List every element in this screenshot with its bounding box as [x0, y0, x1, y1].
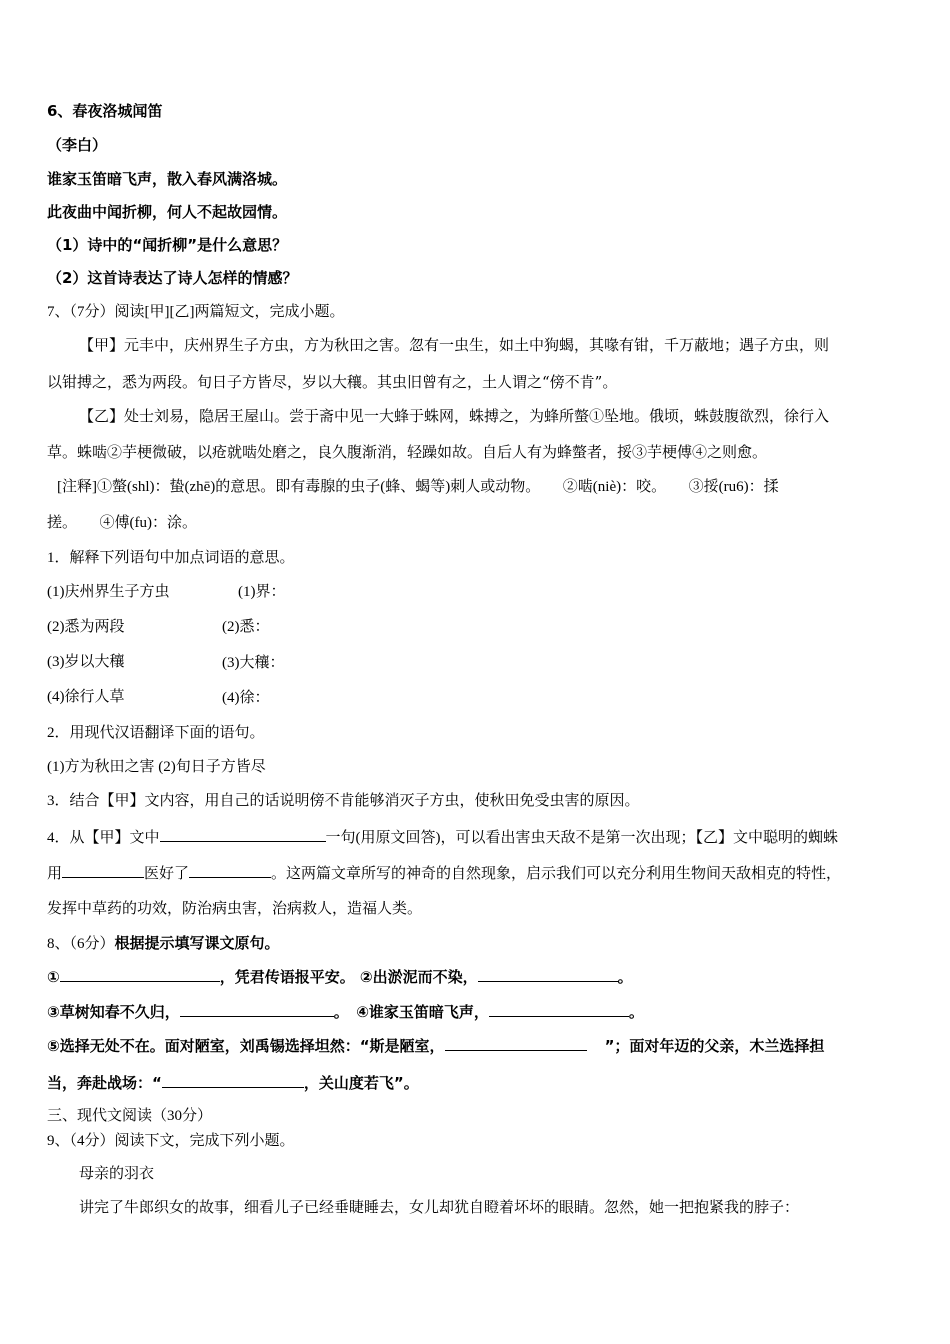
- q7-s1-ask-3: (3)大穰：: [222, 655, 285, 671]
- q7-note-line-2: 搓。 ④傅(fu)：涂。: [47, 515, 197, 531]
- q7-s4-text-b: 一句(用原文回答)，可以看出害虫天敌不是第一次出现；【乙】文中聪明的蜘蛛: [325, 830, 839, 846]
- q7-s1-phrase-3: (3)岁以大穰: [47, 654, 125, 670]
- q6-poem-line-2: 此夜曲中闻折柳，何人不起故园情。: [47, 203, 288, 221]
- q7-s1-phrase-4: (4)徐行人草: [47, 689, 125, 705]
- q7-s1-ask-1: (1)界：: [238, 584, 286, 600]
- answer-blank[interactable]: [160, 826, 326, 842]
- q6-author: （李白）: [47, 136, 108, 154]
- q7-s2-title: 2．用现代汉语翻译下面的语句。: [47, 725, 265, 741]
- q8-l3-a: ⑤选择无处不在。面对陋室，刘禹锡选择坦然：“斯是陋室，: [47, 1037, 445, 1055]
- answer-blank[interactable]: [162, 1072, 304, 1088]
- q8-line-4: [47, 1072, 419, 1093]
- answer-blank[interactable]: [62, 862, 144, 878]
- q8-l3-b: ”；面对年迈的父亲，木兰选择担: [604, 1037, 825, 1055]
- q8-header-text: 根据提示填写课文原句。: [114, 934, 280, 952]
- answer-blank[interactable]: [478, 966, 618, 982]
- q8-l1-b: ，凭君传语报平安。 ②出淤泥而不染，: [219, 968, 478, 986]
- q7-jia-line-1: 【甲】元丰中，庆州界生子方虫，方为秋田之害。忽有一虫生，如土中狗蝎，其喙有钳，千万蔽地；遇子方虫，则: [79, 336, 830, 354]
- q7-s1-phrase-1: (1)庆州界生子方虫: [47, 584, 170, 600]
- q6-subquestion-1: （1）诗中的“闻折柳”是什么意思？: [47, 236, 288, 254]
- q7-s4-line-1: [47, 826, 838, 848]
- q8-line-2: [47, 1001, 644, 1022]
- q7-s4-line-3: 发挥中草药的功效，防治病虫害，治病救人，造福人类。: [47, 901, 423, 917]
- q6-subquestion-2: （2）这首诗表达了诗人怎样的情感？: [47, 269, 298, 287]
- answer-blank[interactable]: [489, 1001, 629, 1017]
- q7-note-line-1: [注释]①螫(shl)：蛰(zhē)的意思。即有毒腺的虫子(蜂、蝎等)刺人或动物。 ②啮(niè)：咬。 ③挼(ru6)：揉: [57, 479, 779, 495]
- q7-yi-line-2: 草。蛛啮②芋梗微破，以疮就啮处磨之，良久腹渐消，轻躁如故。自后人有为蜂螫者，挼③芋梗傅④之则愈。: [47, 443, 768, 461]
- q8-header-number: 8、（6分）: [47, 936, 115, 952]
- q8-l4-a: 当，奔赴战场：“: [47, 1074, 162, 1092]
- q7-s1-phrase-2: (2)悉为两段: [47, 619, 125, 635]
- q7-s1-ask-4: (4)徐：: [222, 690, 270, 706]
- q6-title: 6、春夜洛城闻笛: [47, 102, 163, 120]
- answer-blank[interactable]: [60, 966, 220, 982]
- answer-blank[interactable]: [445, 1035, 587, 1051]
- q8-l4-b: ，关山度若飞”。: [303, 1074, 419, 1092]
- q9-paragraph-1: 讲完了牛郎织女的故事，细看儿子已经垂睫睡去，女儿却犹自瞪着坏坏的眼睛。忽然，她一把抱紧我的脖子：: [79, 1198, 800, 1216]
- q7-yi-line-1: 【乙】处士刘易，隐居王屋山。尝于斋中见一大蜂于蛛网，蛛搏之，为蜂所螫①坠地。俄顷，蛛鼓腹欲烈，徐行入: [79, 407, 830, 425]
- q7-header: 7、（7分）阅读[甲][乙]两篇短文，完成小题。: [47, 304, 345, 320]
- q8-header: [47, 933, 280, 954]
- q8-l2-b: 。 ④谁家玉笛暗飞声，: [333, 1003, 489, 1021]
- q7-s4-text-a: 4．从【甲】文中: [47, 830, 160, 846]
- q7-s4-text-d: 医好了: [144, 866, 190, 882]
- q8-l2-c: 。: [628, 1003, 644, 1021]
- q7-s4-line-2: [47, 862, 841, 884]
- answer-blank[interactable]: [180, 1001, 334, 1017]
- q9-header: 9、（4分）阅读下文，完成下列小题。: [47, 1133, 295, 1149]
- q7-s1-ask-2: (2)悉：: [222, 619, 270, 635]
- section-3-title: 三、现代文阅读（30分）: [47, 1108, 213, 1124]
- q8-l1-c: 。: [617, 968, 633, 986]
- q9-essay-title: 母亲的羽衣: [79, 1164, 155, 1182]
- q7-s1-title: 1．解释下列语句中加点词语的意思。: [47, 550, 295, 566]
- q8-l2-a: ③草树知春不久归，: [47, 1003, 180, 1021]
- q7-s4-text-c: 用: [47, 866, 63, 882]
- q6-poem-line-1: 谁家玉笛暗飞声，散入春风满洛城。: [47, 170, 288, 188]
- q8-line-1: [47, 966, 633, 987]
- q8-line-3: [47, 1035, 824, 1056]
- q8-l1-a: ①: [47, 968, 60, 986]
- q7-s4-text-e: 。这两篇文章所写的神奇的自然现象，启示我们可以充分利用生物间天敌相克的特性，: [271, 866, 842, 882]
- q7-s2-items: (1)方为秋田之害 (2)旬日子方皆尽: [47, 759, 266, 775]
- q7-jia-line-2: 以钳搏之，悉为两段。旬日子方皆尽，岁以大穰。其虫旧曾有之，土人谓之“傍不肯”。: [47, 373, 618, 391]
- q7-s3: 3．结合【甲】文内容，用自己的话说明傍不肯能够消灭子方虫，使秋田免受虫害的原因。: [47, 793, 640, 809]
- answer-blank[interactable]: [189, 862, 271, 878]
